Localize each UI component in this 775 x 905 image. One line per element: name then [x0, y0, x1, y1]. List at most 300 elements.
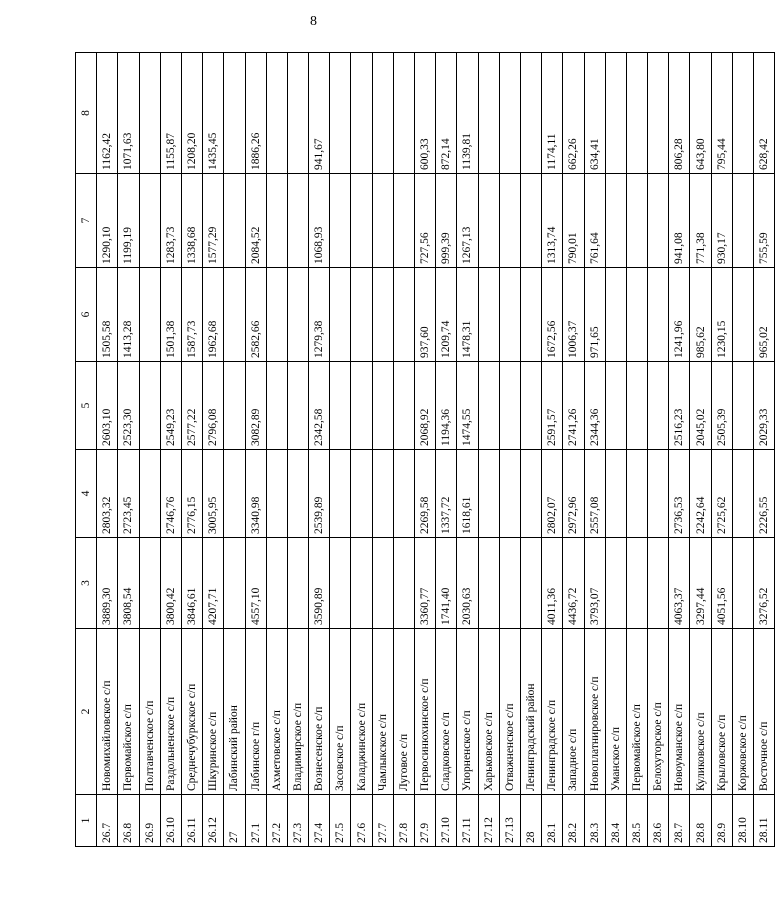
value-col5 — [224, 362, 245, 450]
value-col8: 806,28 — [669, 53, 690, 174]
value-col4: 1337,72 — [436, 450, 457, 538]
value-col7: 790,01 — [563, 174, 584, 268]
table-row — [97, 53, 118, 847]
row-number: 27.5 — [330, 795, 351, 847]
row-number: 28.5 — [626, 795, 647, 847]
settlement-name: Лабинский район — [224, 629, 245, 795]
row-number: 27.9 — [415, 795, 436, 847]
value-col7 — [351, 174, 372, 268]
value-col3 — [732, 538, 753, 629]
column-header: 6 — [76, 268, 97, 362]
value-col3: 3360,77 — [415, 538, 436, 629]
value-col3: 3846,61 — [181, 538, 202, 629]
value-col8 — [648, 53, 669, 174]
value-col7: 2084,52 — [245, 174, 266, 268]
value-col6 — [351, 268, 372, 362]
value-col8 — [605, 53, 626, 174]
table-row — [139, 53, 160, 847]
settlement-name: Среднечубуркское с/п — [181, 629, 202, 795]
value-col6 — [372, 268, 393, 362]
settlement-name: Сладковское с/п — [436, 629, 457, 795]
value-col6: 1413,28 — [118, 268, 139, 362]
row-number: 27.10 — [436, 795, 457, 847]
value-col5: 2603,10 — [97, 362, 118, 450]
value-col4: 2746,76 — [160, 450, 181, 538]
value-col7 — [478, 174, 499, 268]
value-col7 — [499, 174, 520, 268]
settlement-name: Ахметовское с/п — [266, 629, 287, 795]
value-col4: 2725,62 — [711, 450, 732, 538]
value-col6 — [648, 268, 669, 362]
value-col5 — [732, 362, 753, 450]
value-col5: 2591,57 — [542, 362, 563, 450]
settlement-name: Новоплатнировское с/п — [584, 629, 605, 795]
value-col4: 2723,45 — [118, 450, 139, 538]
table-row — [584, 53, 605, 847]
value-col4 — [626, 450, 647, 538]
value-col4 — [499, 450, 520, 538]
row-number: 26.10 — [160, 795, 181, 847]
value-col3: 4436,72 — [563, 538, 584, 629]
value-col4: 3005,95 — [203, 450, 224, 538]
table-row — [266, 53, 287, 847]
column-header: 1 — [76, 795, 97, 847]
table-row — [118, 53, 139, 847]
value-col4 — [139, 450, 160, 538]
column-header: 7 — [76, 174, 97, 268]
table-row — [648, 53, 669, 847]
settlement-name: Упорненское с/п — [457, 629, 478, 795]
value-col3: 3808,54 — [118, 538, 139, 629]
value-col6: 971,65 — [584, 268, 605, 362]
value-col3: 2030,63 — [457, 538, 478, 629]
row-number: 28.2 — [563, 795, 584, 847]
settlement-name: Ленинградский район — [520, 629, 541, 795]
row-number: 27.12 — [478, 795, 499, 847]
value-col8 — [287, 53, 308, 174]
value-col7: 1338,68 — [181, 174, 202, 268]
value-col8: 600,33 — [415, 53, 436, 174]
value-col8: 643,80 — [690, 53, 711, 174]
value-col6 — [266, 268, 287, 362]
row-number: 28.11 — [754, 795, 775, 847]
table-row — [351, 53, 372, 847]
row-number: 27.4 — [309, 795, 330, 847]
row-number: 27.11 — [457, 795, 478, 847]
value-col3 — [605, 538, 626, 629]
value-col8: 1071,63 — [118, 53, 139, 174]
settlement-name: Владимирское с/п — [287, 629, 308, 795]
value-col8: 1162,42 — [97, 53, 118, 174]
row-number: 28.3 — [584, 795, 605, 847]
value-col6: 1478,31 — [457, 268, 478, 362]
value-col4: 2269,58 — [415, 450, 436, 538]
value-col3: 4011,36 — [542, 538, 563, 629]
settlement-name: Куликовское с/п — [690, 629, 711, 795]
value-col7: 941,08 — [669, 174, 690, 268]
settlement-name: Восточное с/п — [754, 629, 775, 795]
row-number: 28.8 — [690, 795, 711, 847]
column-header: 5 — [76, 362, 97, 450]
table-row — [711, 53, 732, 847]
value-col7 — [393, 174, 414, 268]
value-col3 — [648, 538, 669, 629]
value-col3 — [224, 538, 245, 629]
value-col3: 4051,56 — [711, 538, 732, 629]
value-col7 — [648, 174, 669, 268]
table-row — [393, 53, 414, 847]
value-col4: 2736,53 — [669, 450, 690, 538]
value-col6: 1505,58 — [97, 268, 118, 362]
value-col6 — [393, 268, 414, 362]
value-col7: 771,38 — [690, 174, 711, 268]
value-col6: 2582,66 — [245, 268, 266, 362]
row-number: 28.1 — [542, 795, 563, 847]
value-col7: 1199,19 — [118, 174, 139, 268]
value-col7 — [626, 174, 647, 268]
value-col6 — [224, 268, 245, 362]
value-col5: 2045,02 — [690, 362, 711, 450]
row-number: 28.7 — [669, 795, 690, 847]
value-col4: 3340,98 — [245, 450, 266, 538]
value-col7 — [372, 174, 393, 268]
value-col8: 1174,11 — [542, 53, 563, 174]
value-col8: 1139,81 — [457, 53, 478, 174]
table-row — [690, 53, 711, 847]
value-col7 — [139, 174, 160, 268]
settlement-name: Коржовское с/п — [732, 629, 753, 795]
value-col8 — [266, 53, 287, 174]
value-col5: 2344,36 — [584, 362, 605, 450]
row-number: 28 — [520, 795, 541, 847]
value-col6 — [330, 268, 351, 362]
value-col6: 1672,56 — [542, 268, 563, 362]
value-col5 — [520, 362, 541, 450]
row-number: 26.7 — [97, 795, 118, 847]
value-col8: 628,42 — [754, 53, 775, 174]
value-col6: 965,02 — [754, 268, 775, 362]
value-col3 — [520, 538, 541, 629]
settlement-name: Чамлыкское с/п — [372, 629, 393, 795]
value-col3 — [393, 538, 414, 629]
table-row — [626, 53, 647, 847]
value-col4 — [351, 450, 372, 538]
value-col6: 1230,15 — [711, 268, 732, 362]
value-col7: 999,39 — [436, 174, 457, 268]
column-header: 8 — [76, 53, 97, 174]
row-number: 27.2 — [266, 795, 287, 847]
table-row — [309, 53, 330, 847]
value-col3: 4207,71 — [203, 538, 224, 629]
value-col5: 2549,23 — [160, 362, 181, 450]
value-col5: 2516,23 — [669, 362, 690, 450]
value-col6: 1501,38 — [160, 268, 181, 362]
value-col5: 2577,22 — [181, 362, 202, 450]
value-col5: 2523,30 — [118, 362, 139, 450]
value-col6 — [520, 268, 541, 362]
row-number: 26.8 — [118, 795, 139, 847]
settlement-name: Первосинюхинское с/п — [415, 629, 436, 795]
value-col5 — [648, 362, 669, 450]
row-number: 27.3 — [287, 795, 308, 847]
value-col5: 1194,36 — [436, 362, 457, 450]
value-col3: 3889,30 — [97, 538, 118, 629]
value-col8 — [732, 53, 753, 174]
value-col4: 2226,55 — [754, 450, 775, 538]
settlement-name: Крыловское с/п — [711, 629, 732, 795]
table-row — [160, 53, 181, 847]
value-col3: 4557,10 — [245, 538, 266, 629]
value-col7: 1267,13 — [457, 174, 478, 268]
settlement-name: Засовское с/п — [330, 629, 351, 795]
value-col4: 2972,96 — [563, 450, 584, 538]
column-header: 2 — [76, 629, 97, 795]
value-col3: 3793,07 — [584, 538, 605, 629]
value-col3 — [351, 538, 372, 629]
value-col8 — [351, 53, 372, 174]
table-row — [372, 53, 393, 847]
value-col5 — [266, 362, 287, 450]
table-row — [563, 53, 584, 847]
value-col4 — [732, 450, 753, 538]
value-col3 — [266, 538, 287, 629]
value-col7: 1283,73 — [160, 174, 181, 268]
value-col8: 795,44 — [711, 53, 732, 174]
settlement-name: Первомайское с/п — [626, 629, 647, 795]
value-col8: 872,14 — [436, 53, 457, 174]
row-number: 28.4 — [605, 795, 626, 847]
value-col6 — [478, 268, 499, 362]
table-row — [224, 53, 245, 847]
table-row — [203, 53, 224, 847]
value-col4: 2557,08 — [584, 450, 605, 538]
value-col5: 2068,92 — [415, 362, 436, 450]
value-col6 — [626, 268, 647, 362]
value-col7: 930,17 — [711, 174, 732, 268]
value-col5 — [605, 362, 626, 450]
row-number: 27.13 — [499, 795, 520, 847]
settlement-name: Шкуринское с/п — [203, 629, 224, 795]
value-col4 — [372, 450, 393, 538]
row-number: 28.6 — [648, 795, 669, 847]
value-col6 — [139, 268, 160, 362]
table-row — [415, 53, 436, 847]
value-col3 — [478, 538, 499, 629]
value-col4: 2539,89 — [309, 450, 330, 538]
value-col4 — [330, 450, 351, 538]
value-col5 — [139, 362, 160, 450]
value-col8 — [520, 53, 541, 174]
value-col8 — [499, 53, 520, 174]
table-row — [287, 53, 308, 847]
value-col7 — [330, 174, 351, 268]
value-col5: 2741,26 — [563, 362, 584, 450]
settlement-name: Западное с/п — [563, 629, 584, 795]
value-col4: 2803,32 — [97, 450, 118, 538]
tariff-table — [75, 52, 775, 847]
value-col5: 2796,08 — [203, 362, 224, 450]
value-col3 — [499, 538, 520, 629]
value-col6: 1587,73 — [181, 268, 202, 362]
settlement-name: Луговое с/п — [393, 629, 414, 795]
value-col8 — [626, 53, 647, 174]
table-row — [181, 53, 202, 847]
value-col5 — [499, 362, 520, 450]
value-col7: 727,56 — [415, 174, 436, 268]
value-col4 — [224, 450, 245, 538]
value-col7: 1577,29 — [203, 174, 224, 268]
value-col5: 1474,55 — [457, 362, 478, 450]
value-col6: 985,62 — [690, 268, 711, 362]
value-col8 — [224, 53, 245, 174]
value-col6: 1241,96 — [669, 268, 690, 362]
row-number: 27.1 — [245, 795, 266, 847]
value-col4: 2776,15 — [181, 450, 202, 538]
value-col6: 937,60 — [415, 268, 436, 362]
value-col7: 1290,10 — [97, 174, 118, 268]
row-number: 28.9 — [711, 795, 732, 847]
page-number: 8 — [310, 14, 317, 29]
value-col8: 662,26 — [563, 53, 584, 174]
settlement-name: Уманское с/п — [605, 629, 626, 795]
value-col7 — [520, 174, 541, 268]
value-col5 — [372, 362, 393, 450]
table-row — [669, 53, 690, 847]
settlement-name: Полтавченское с/п — [139, 629, 160, 795]
value-col3: 3590,89 — [309, 538, 330, 629]
value-col3: 3276,52 — [754, 538, 775, 629]
table-row — [754, 53, 775, 847]
value-col3 — [330, 538, 351, 629]
value-col3: 3800,42 — [160, 538, 181, 629]
settlement-name: Первомайское с/п — [118, 629, 139, 795]
row-number: 27.7 — [372, 795, 393, 847]
rotated-table-container — [75, 53, 771, 847]
value-col7: 1068,93 — [309, 174, 330, 268]
value-col6: 1209,74 — [436, 268, 457, 362]
value-col5 — [478, 362, 499, 450]
row-number: 27 — [224, 795, 245, 847]
value-col4: 2802,07 — [542, 450, 563, 538]
value-col7: 761,64 — [584, 174, 605, 268]
table-row — [542, 53, 563, 847]
value-col8: 941,67 — [309, 53, 330, 174]
row-number: 27.8 — [393, 795, 414, 847]
row-number: 27.6 — [351, 795, 372, 847]
value-col5: 3082,89 — [245, 362, 266, 450]
value-col4 — [393, 450, 414, 538]
row-number: 26.12 — [203, 795, 224, 847]
settlement-name: Отважненское с/п — [499, 629, 520, 795]
value-col3 — [626, 538, 647, 629]
value-col5: 2029,33 — [754, 362, 775, 450]
value-col5 — [626, 362, 647, 450]
value-col5: 2342,58 — [309, 362, 330, 450]
value-col8: 1155,87 — [160, 53, 181, 174]
table-row — [520, 53, 541, 847]
table-row — [605, 53, 626, 847]
header-row — [76, 53, 97, 847]
row-number: 28.10 — [732, 795, 753, 847]
value-col3: 1741,40 — [436, 538, 457, 629]
value-col6: 1006,37 — [563, 268, 584, 362]
value-col7: 1313,74 — [542, 174, 563, 268]
table-row — [436, 53, 457, 847]
value-col4: 2242,64 — [690, 450, 711, 538]
settlement-name: Раздольненское с/п — [160, 629, 181, 795]
settlement-name: Лабинское г/п — [245, 629, 266, 795]
row-number: 26.11 — [181, 795, 202, 847]
value-col6 — [287, 268, 308, 362]
value-col8 — [330, 53, 351, 174]
value-col7 — [224, 174, 245, 268]
value-col5 — [351, 362, 372, 450]
value-col4 — [605, 450, 626, 538]
value-col7 — [266, 174, 287, 268]
value-col8: 1208,20 — [181, 53, 202, 174]
value-col8: 1435,45 — [203, 53, 224, 174]
settlement-name: Вознесенское с/п — [309, 629, 330, 795]
value-col4 — [266, 450, 287, 538]
value-col7 — [287, 174, 308, 268]
value-col5: 2505,39 — [711, 362, 732, 450]
table-row — [245, 53, 266, 847]
value-col8: 1886,26 — [245, 53, 266, 174]
value-col4 — [287, 450, 308, 538]
value-col6 — [499, 268, 520, 362]
table-row — [330, 53, 351, 847]
row-number: 26.9 — [139, 795, 160, 847]
value-col3 — [372, 538, 393, 629]
value-col6 — [732, 268, 753, 362]
value-col3 — [287, 538, 308, 629]
settlement-name: Новоуманское с/п — [669, 629, 690, 795]
value-col4 — [478, 450, 499, 538]
table-row — [457, 53, 478, 847]
settlement-name: Ленинградское с/п — [542, 629, 563, 795]
value-col6: 1962,68 — [203, 268, 224, 362]
value-col7: 755,59 — [754, 174, 775, 268]
column-header: 3 — [76, 538, 97, 629]
value-col8 — [372, 53, 393, 174]
table-row — [732, 53, 753, 847]
value-col3: 3297,44 — [690, 538, 711, 629]
settlement-name: Харьковское с/п — [478, 629, 499, 795]
value-col5 — [393, 362, 414, 450]
value-col4: 1618,61 — [457, 450, 478, 538]
value-col7 — [732, 174, 753, 268]
table-row — [499, 53, 520, 847]
value-col8 — [139, 53, 160, 174]
settlement-name: Каладжинское с/п — [351, 629, 372, 795]
value-col5 — [330, 362, 351, 450]
value-col3: 4063,37 — [669, 538, 690, 629]
value-col3 — [139, 538, 160, 629]
value-col7 — [605, 174, 626, 268]
value-col8 — [393, 53, 414, 174]
value-col6: 1279,38 — [309, 268, 330, 362]
settlement-name: Новомихайловское с/п — [97, 629, 118, 795]
settlement-name: Белохуторское с/п — [648, 629, 669, 795]
value-col6 — [605, 268, 626, 362]
value-col4 — [648, 450, 669, 538]
value-col4 — [520, 450, 541, 538]
column-header: 4 — [76, 450, 97, 538]
table-row — [478, 53, 499, 847]
value-col5 — [287, 362, 308, 450]
value-col8 — [478, 53, 499, 174]
value-col8: 634,41 — [584, 53, 605, 174]
